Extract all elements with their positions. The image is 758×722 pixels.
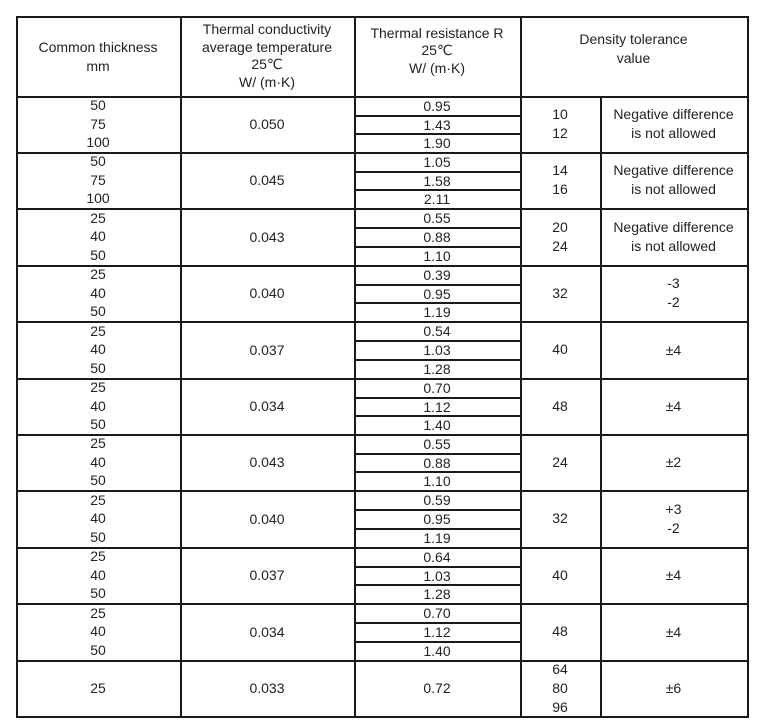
header-resistance: Thermal resistance R [370, 25, 504, 41]
thickness-value: 25 [90, 210, 106, 226]
resistance-value: 1.28 [423, 586, 451, 602]
tolerance-value: -3 [667, 275, 680, 291]
density-value: 48 [552, 623, 568, 639]
thickness-value: 40 [90, 454, 106, 470]
tolerance-value: ±4 [665, 624, 682, 640]
tolerance-value: is not allowed [631, 238, 716, 254]
thickness-value: 40 [90, 341, 106, 357]
resistance-subline [354, 415, 522, 417]
resistance-subline [354, 246, 522, 248]
resistance-value: 1.03 [423, 342, 451, 358]
thickness-value: 25 [90, 266, 106, 282]
header-thickness: Common thickness [38, 39, 158, 55]
resistance-value: 0.88 [423, 455, 451, 471]
thickness-value: 25 [90, 605, 106, 621]
density-value: 48 [552, 398, 568, 414]
header-conductivity: Thermal conductivity [202, 21, 332, 37]
thickness-value: 50 [90, 153, 106, 169]
conductivity-value: 0.033 [249, 680, 285, 696]
conductivity-value: 0.037 [249, 342, 285, 358]
resistance-subline [354, 471, 522, 473]
resistance-subline [354, 622, 522, 624]
thickness-value: 25 [90, 680, 106, 696]
header-conductivity: average temperature [202, 39, 332, 55]
density-value: 24 [552, 454, 568, 470]
table-top-border [16, 16, 749, 18]
resistance-value: 2.11 [423, 191, 451, 207]
resistance-subline [354, 509, 522, 511]
thickness-value: 50 [90, 585, 106, 601]
resistance-value: 0.54 [423, 323, 451, 339]
resistance-value: 1.03 [423, 568, 451, 584]
header-thickness: mm [86, 58, 110, 74]
resistance-value: 0.59 [423, 492, 451, 508]
resistance-value: 0.88 [423, 229, 451, 245]
resistance-value: 0.72 [423, 680, 451, 696]
resistance-value: 0.64 [423, 549, 451, 565]
conductivity-value: 0.040 [249, 285, 285, 301]
row-separator [16, 660, 749, 662]
table-bottom-border [16, 716, 749, 718]
resistance-subline [354, 302, 522, 304]
thickness-value: 40 [90, 398, 106, 414]
tolerance-value: Negative difference [613, 219, 734, 235]
tolerance-value: ±4 [665, 342, 682, 358]
thickness-value: 50 [90, 303, 106, 319]
density-value: 32 [552, 285, 568, 301]
resistance-subline [354, 115, 522, 117]
resistance-subline [354, 584, 522, 586]
thickness-value: 75 [90, 172, 106, 188]
tolerance-value: ±6 [665, 680, 682, 696]
resistance-value: 1.05 [423, 154, 451, 170]
resistance-subline [354, 453, 522, 455]
resistance-value: 0.95 [423, 286, 451, 302]
density-value: 16 [552, 181, 568, 197]
resistance-value: 1.12 [423, 399, 451, 415]
thickness-value: 40 [90, 285, 106, 301]
density-value: 32 [552, 510, 568, 526]
resistance-value: 1.40 [423, 643, 451, 659]
thickness-value: 50 [90, 642, 106, 658]
resistance-value: 0.39 [423, 267, 451, 283]
header-resistance: W/ (m·K) [409, 60, 465, 76]
resistance-subline [354, 284, 522, 286]
thickness-value: 25 [90, 435, 106, 451]
thickness-value: 50 [90, 416, 106, 432]
thickness-value: 50 [90, 529, 106, 545]
thickness-value: 50 [90, 472, 106, 488]
thickness-value: 100 [86, 134, 110, 150]
resistance-value: 1.28 [423, 361, 451, 377]
tolerance-value: is not allowed [631, 125, 716, 141]
density-value: 96 [552, 699, 568, 715]
thickness-value: 40 [90, 510, 106, 526]
conductivity-value: 0.037 [249, 567, 285, 583]
tolerance-value: ±4 [665, 398, 682, 414]
resistance-value: 1.40 [423, 417, 451, 433]
density-value: 20 [552, 219, 568, 235]
thickness-value: 40 [90, 567, 106, 583]
density-value: 24 [552, 238, 568, 254]
density-value: 12 [552, 125, 568, 141]
resistance-value: 1.10 [423, 473, 451, 489]
conductivity-value: 0.034 [249, 398, 285, 414]
resistance-subline [354, 189, 522, 191]
conductivity-value: 0.043 [249, 454, 285, 470]
thickness-value: 50 [90, 360, 106, 376]
resistance-value: 1.43 [423, 117, 451, 133]
tolerance-value: Negative difference [613, 106, 734, 122]
thickness-value: 25 [90, 492, 106, 508]
tolerance-value: -2 [667, 294, 680, 310]
resistance-subline [354, 133, 522, 135]
thickness-value: 100 [86, 190, 110, 206]
resistance-value: 0.95 [423, 98, 451, 114]
resistance-subline [354, 227, 522, 229]
tolerance-value: is not allowed [631, 181, 716, 197]
resistance-subline [354, 641, 522, 643]
conductivity-value: 0.045 [249, 172, 285, 188]
density-value: 14 [552, 162, 568, 178]
density-value: 40 [552, 567, 568, 583]
header-density: value [616, 50, 651, 66]
resistance-value: 0.70 [423, 380, 451, 396]
resistance-subline [354, 528, 522, 530]
resistance-value: 1.10 [423, 248, 451, 264]
resistance-value: 0.95 [423, 511, 451, 527]
resistance-value: 1.12 [423, 624, 451, 640]
conductivity-value: 0.050 [249, 116, 285, 132]
header-conductivity: W/ (m·K) [239, 74, 295, 90]
thickness-value: 75 [90, 116, 106, 132]
resistance-subline [354, 359, 522, 361]
resistance-value: 0.55 [423, 210, 451, 226]
header-conductivity: 25℃ [251, 56, 283, 72]
resistance-value: 1.90 [423, 135, 451, 151]
header-density: Density tolerance [579, 31, 688, 47]
resistance-subline [354, 340, 522, 342]
resistance-subline [354, 566, 522, 568]
thickness-value: 40 [90, 228, 106, 244]
resistance-value: 0.70 [423, 605, 451, 621]
tolerance-value: +3 [665, 501, 682, 517]
header-resistance: 25℃ [421, 42, 453, 58]
resistance-value: 1.58 [423, 173, 451, 189]
conductivity-value: 0.034 [249, 624, 285, 640]
tolerance-value: ±4 [665, 567, 682, 583]
density-value: 10 [552, 106, 568, 122]
column-divider [747, 16, 749, 718]
resistance-subline [354, 397, 522, 399]
tolerance-value: Negative difference [613, 162, 734, 178]
resistance-subline [354, 171, 522, 173]
thickness-value: 40 [90, 623, 106, 639]
resistance-value: 1.19 [423, 530, 451, 546]
thickness-value: 50 [90, 247, 106, 263]
density-value: 80 [552, 680, 568, 696]
thickness-value: 50 [90, 97, 106, 113]
tolerance-value: ±2 [665, 454, 682, 470]
density-value: 64 [552, 661, 568, 677]
thickness-value: 25 [90, 548, 106, 564]
thickness-value: 25 [90, 379, 106, 395]
thickness-value: 25 [90, 323, 106, 339]
conductivity-value: 0.043 [249, 229, 285, 245]
resistance-value: 1.19 [423, 304, 451, 320]
tolerance-value: -2 [667, 520, 680, 536]
density-value: 40 [552, 341, 568, 357]
conductivity-value: 0.040 [249, 511, 285, 527]
resistance-value: 0.55 [423, 436, 451, 452]
